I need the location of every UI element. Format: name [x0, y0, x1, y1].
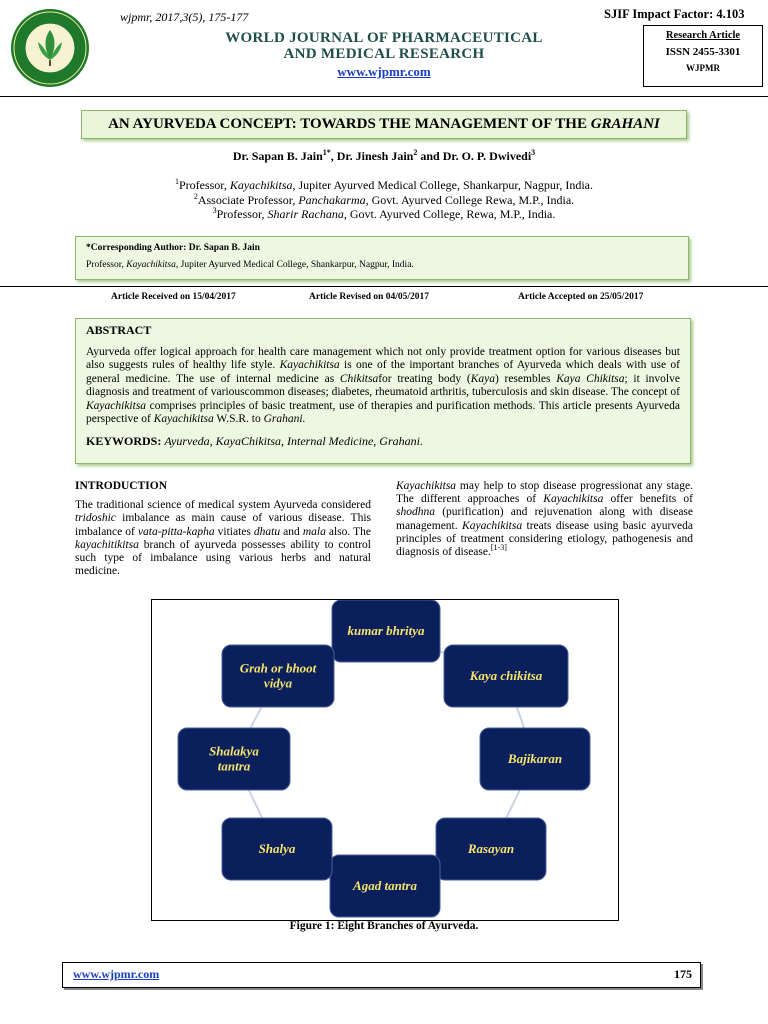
journal-url-link[interactable]: www.wjpmr.com — [337, 64, 431, 79]
intro2-text: may help to stop disease progressionat any stage. The different approaches of — [396, 480, 693, 506]
corr-italic: Kayachikitsa — [126, 260, 176, 270]
affil-text: , Govt. Ayurved College, Rewa, M.P., India. — [343, 207, 556, 221]
intro2-text: (purification) and rejuvenation along with disease management. — [396, 506, 693, 532]
abstract-box — [75, 318, 691, 464]
branch-label: Rasayan — [467, 841, 515, 856]
journal-title-line2: AND MEDICAL RESEARCH — [283, 46, 485, 62]
abstract-text: comprises principles of basic treatment, use of therapies and purification methods. This article presents Ayurveda perspective of — [86, 399, 680, 425]
abstract-italic: Kaya — [470, 372, 495, 385]
article-title-main: AN AYURVEDA CONCEPT: TOWARDS THE MANAGEMENT OF THE — [108, 116, 591, 132]
introduction-column-1 — [75, 480, 371, 578]
branch-node — [480, 728, 590, 790]
abstract-heading: ABSTRACT — [86, 323, 152, 337]
abstract-italic: Kayachikitsa — [279, 359, 340, 371]
journal-abbrev: WJPMR — [686, 63, 720, 73]
branch-node — [178, 728, 290, 790]
author-list — [0, 149, 768, 164]
abstract-italic: Kayachikitsa — [86, 399, 147, 412]
journal-title-line1: WORLD JOURNAL OF PHARMACEUTICAL — [225, 30, 543, 46]
date-accepted: Article Accepted on 25/05/2017 — [518, 292, 644, 302]
corresponding-author-box — [75, 236, 689, 280]
abstract-text: W.S.R. to — [213, 413, 264, 425]
issn: ISSN 2455-3301 — [665, 46, 741, 58]
author-1-sup: 1* — [322, 148, 331, 157]
affil-text: Professor, — [178, 178, 230, 192]
article-title — [81, 110, 687, 139]
corresponding-author-affil — [86, 258, 688, 272]
figure-eight-branches — [151, 599, 619, 921]
author-3-sup: 3 — [531, 148, 536, 157]
branch-node — [444, 645, 568, 707]
abstract-text: ) resembles — [494, 372, 557, 385]
intro-text: vitiates — [214, 525, 254, 538]
author-sep: , — [330, 149, 337, 163]
author-2-sup: 2 — [413, 148, 418, 157]
abstract-italic: Kayachikitsa — [153, 413, 214, 425]
intro-text: and — [280, 525, 303, 538]
keywords-text: Ayurveda, KayaChikitsa, Internal Medicine, Grahani. — [164, 433, 423, 448]
abstract-italic: Grahani. — [263, 413, 306, 425]
affiliation-1 — [0, 178, 768, 193]
affil-text: , Jupiter Ayurved Medical College, Shankarpur, Nagpur, India. — [292, 178, 594, 192]
date-revised: Article Revised on 04/05/2017 — [309, 292, 430, 302]
abstract-body — [86, 346, 680, 427]
introduction-column-2 — [396, 480, 693, 559]
intro2-text: offer benefits of — [603, 493, 694, 506]
keywords-label: KEYWORDS: — [86, 433, 165, 448]
affil-italic: Kayachikitsa — [229, 178, 293, 192]
introduction-paragraph — [75, 499, 371, 578]
author-1: Dr. Sapan B. Jain — [232, 149, 323, 163]
intro-italic: tridoshic — [75, 512, 116, 525]
branch-node — [330, 855, 440, 917]
page-number: 175 — [674, 967, 692, 981]
corr-text: , Jupiter Ayurved Medical College, Shankarpur, Nagpur, India. — [175, 260, 414, 270]
branch-node — [222, 818, 332, 880]
affiliation-3 — [0, 207, 768, 222]
branch-label: Agad tantra — [353, 878, 417, 893]
affil-text: Associate Professor, — [197, 192, 299, 207]
branch-label: Grah or bhoot — [239, 660, 317, 676]
journal-logo — [10, 8, 90, 88]
intro-italic: mala — [302, 525, 326, 538]
author-2: Dr. Jinesh Jain — [336, 149, 414, 163]
article-info-box — [643, 25, 763, 87]
citation: wjpmr, 2017,3(5), 175-177 — [120, 10, 249, 24]
intro-text: imbalance as main cause of various disease. This imbalance of — [75, 512, 371, 538]
branch-label: kumar bhritya — [347, 623, 425, 638]
affiliation-2 — [0, 193, 768, 208]
branch-label: Shalakya — [209, 743, 259, 759]
dates-divider — [0, 286, 768, 287]
intro-text: branch of ayurveda possesses ability to control such type of imbalance using various herbs and natural medicine. — [75, 538, 371, 578]
article-type: Research Article — [665, 30, 741, 41]
branches-diagram — [152, 600, 618, 920]
author-sep: and — [417, 149, 443, 163]
affil-text: , Govt. Ayurved College Rewa, M.P., India. — [365, 192, 575, 207]
abstract-italic: Chikitsa — [339, 372, 379, 385]
intro2-text: treats disease using basic ayurveda principles of treatment considering etiology, pathogenesis and diagnosis of disease. — [396, 519, 693, 559]
footer-url-link[interactable]: www.wjpmr.com — [73, 967, 160, 981]
abstract-italic: Kaya Chikitsa — [556, 372, 625, 385]
affil-sup: 1 — [174, 177, 179, 186]
figure-caption: Figure 1: Eight Branches of Ayurveda. — [289, 920, 479, 932]
intro2-italic: Kayachikitsa — [543, 493, 604, 506]
article-title-italic: GRAHANI — [590, 116, 660, 132]
journal-title — [150, 30, 618, 62]
intro2-italic: shodhna — [396, 506, 435, 519]
intro2-italic: Kayachikitsa — [462, 519, 523, 532]
intro-italic: kayachitikitsa — [75, 538, 139, 551]
abstract-text: for treating body ( — [378, 372, 471, 385]
branch-node — [436, 818, 546, 880]
affil-sup: 2 — [193, 191, 198, 201]
affil-text: Professor, — [216, 207, 268, 221]
date-received: Article Received on 15/04/2017 — [111, 292, 236, 302]
intro-text: also. The — [325, 525, 371, 538]
branch-label: tantra — [217, 758, 251, 774]
intro2-italic: Kayachikitsa — [396, 480, 457, 492]
affiliations — [0, 178, 768, 222]
corr-text: Professor, — [86, 260, 127, 270]
abstract-text: ; it involve diagnosis and treatment of variouscommon diseases; diabetes, rheumatoid arthritis, tuberculosis and skin disease. The concept of — [86, 372, 680, 398]
affil-italic: Sharir Rachana — [267, 207, 344, 221]
intro-italic: vata-pitta-kapha — [137, 525, 215, 538]
branch-label: Bajikaran — [507, 751, 563, 766]
introduction-heading: INTRODUCTION — [75, 480, 168, 492]
affil-sup: 3 — [212, 206, 217, 215]
page-footer — [62, 962, 701, 988]
impact-factor: SJIF Impact Factor: 4.103 — [604, 7, 745, 21]
corresponding-author-label: *Corresponding Author: Dr. Sapan B. Jain — [86, 243, 260, 253]
header-divider — [0, 96, 768, 97]
branch-label: Shalya — [258, 841, 296, 856]
abstract-text: Ayurveda offer logical approach for health care management which not only provide treatment option for various diseases but also suggests rules of healthy life style. — [86, 345, 680, 371]
branch-label: Kaya chikitsa — [469, 668, 543, 683]
reference-marker[interactable]: [1-3] — [490, 543, 507, 553]
keywords — [86, 435, 680, 449]
branch-node — [222, 645, 334, 707]
branch-label: vidya — [263, 675, 293, 691]
intro-text: The traditional science of medical system Ayurveda considered — [75, 499, 371, 512]
author-3: Dr. O. P. Dwivedi — [442, 149, 532, 163]
abstract-text: is one of the important branches of Ayurveda which deals with use of general medicine. The use of internal medicine as — [86, 359, 681, 385]
intro-italic: dhatu — [253, 525, 281, 538]
branch-node — [332, 600, 440, 662]
affil-italic: Panchakarma — [298, 192, 366, 207]
